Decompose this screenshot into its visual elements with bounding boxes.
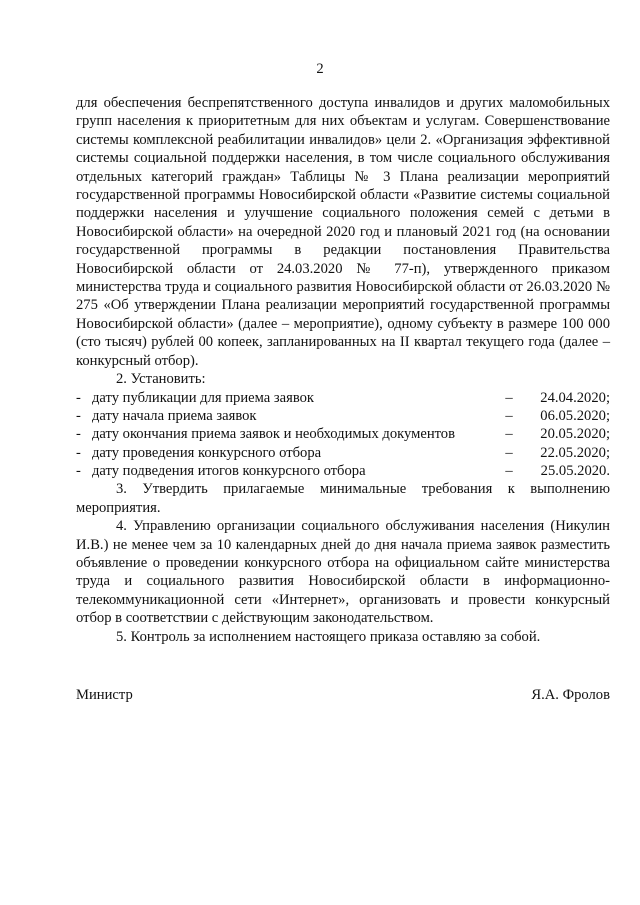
intro-paragraph: для обеспечения беспрепятственного доступа инвалидов и других маломобильных групп населения к приоритетным для них объектам и услугам. Совершенствование системы комплексной реабилитации инвалидов» цели 2. «Организация эффективной системы социальной поддержки населения, в том числе социального обслуживания отдельных категорий граждан» Таблицы № 3 Плана реализации мероприятий государственной программы Новосибирской области «Развитие системы социальной поддержки населения и улучшение социального положения семей с детьми в Новосибирской области» на очередной 2020 год и плановый 2021 год (на основании государственной программы в редакции постановления Правительства Новосибирской области от 24.03.2020 № 77-п), утвержденного приказом министерства труда и социального развития Новосибирской области от 26.03.2020 № 275 «Об утверждении Плана реализации мероприятий государственной программы Новосибирской области» (далее – мероприятие), одному субъекту в размере 100 000 (сто тысяч) рублей 00 копеек, запланированных на II квартал текущего года (далее – конкурсный отбор).: [76, 95, 610, 369]
date-value: 25.05.2020.: [540, 463, 610, 480]
list-dash: -: [76, 389, 81, 406]
signatory-position: Министр: [76, 687, 133, 703]
date-label: дату окончания приема заявок и необходимых документов: [92, 426, 455, 443]
date-label: дату проведения конкурсного отбора: [92, 444, 322, 461]
date-label: дату публикации для приема заявок: [92, 389, 315, 406]
signatory-name: Я.А. Фролов: [531, 687, 610, 703]
date-label: дату подведения итогов конкурсного отбора: [92, 463, 366, 480]
date-value: 22.05.2020;: [540, 444, 610, 461]
date-separator: –: [505, 444, 513, 461]
date-value: 20.05.2020;: [540, 426, 610, 443]
date-item-publication: [76, 389, 610, 407]
item-3-paragraph: 3. Утвердить прилагаемые минимальные требования к выполнению мероприятия.: [76, 481, 610, 516]
date-separator: –: [505, 463, 513, 480]
date-item-end: [76, 425, 610, 443]
dates-list: [76, 389, 610, 481]
date-separator: –: [505, 407, 513, 424]
list-dash: -: [76, 426, 81, 443]
date-separator: –: [505, 426, 513, 443]
item-5-paragraph: 5. Контроль за исполнением настоящего приказа оставляю за собой.: [116, 628, 541, 645]
date-label: дату начала приема заявок: [92, 407, 257, 424]
signature-block: [76, 686, 610, 704]
date-value: 06.05.2020;: [540, 407, 610, 424]
item-2-heading: 2. Установить:: [116, 371, 206, 388]
document-body: [76, 94, 610, 646]
date-item-results: [76, 462, 610, 480]
list-dash: -: [76, 407, 81, 424]
date-item-selection: [76, 444, 610, 462]
date-item-start: [76, 407, 610, 425]
item-4-paragraph: 4. Управлению организации социального обслуживания населения (Никулин И.В.) не менее чем за 10 календарных дней до дня начала приема заявок разместить объявление о проведении конкурсного отбора на официальном сайте министерства труда и социального развития Новосибирской области в информационно-телекоммуникационной сети «Интернет», организовать и провести конкурсный отбор в соответствии с действующим законодательством.: [76, 518, 610, 627]
list-dash: -: [76, 463, 81, 480]
page-number: 2: [316, 61, 324, 77]
list-dash: -: [76, 444, 81, 461]
date-value: 24.04.2020;: [540, 389, 610, 406]
date-separator: –: [505, 389, 513, 406]
